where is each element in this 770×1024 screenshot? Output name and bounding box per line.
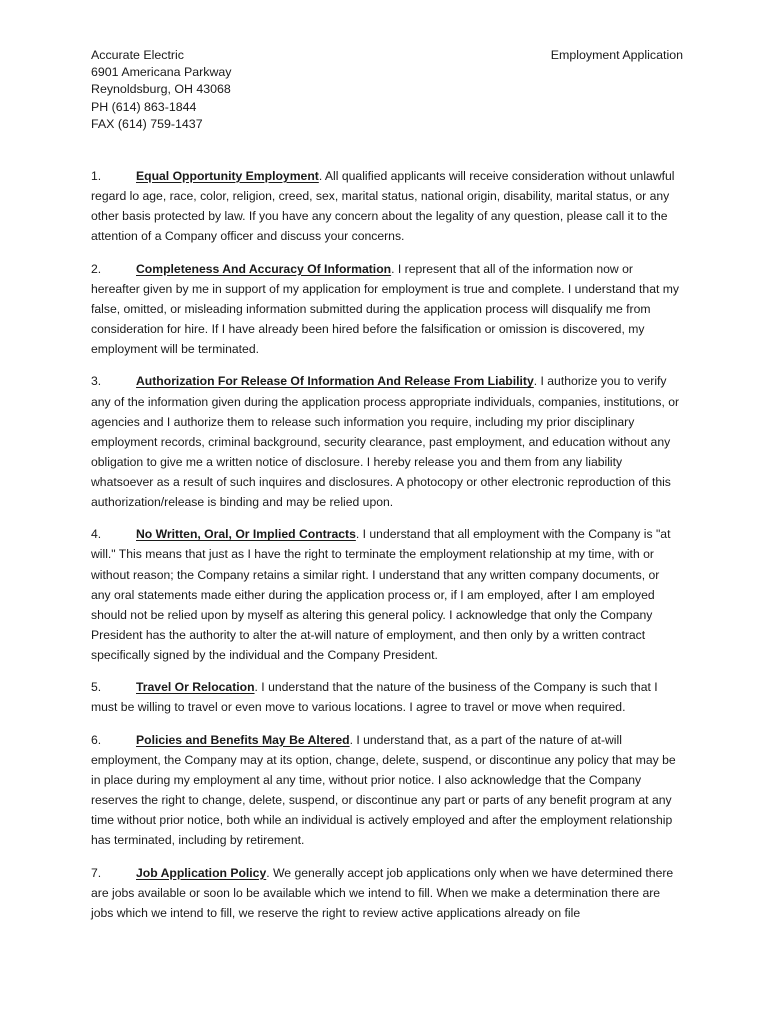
document-page	[91, 47, 681, 935]
city-state-zip: Reynoldsburg, OH 43068	[91, 82, 231, 97]
section-heading: Completeness And Accuracy Of Information	[136, 261, 392, 276]
section-heading: No Written, Oral, Or Implied Contracts	[136, 527, 356, 542]
company-name: Accurate Electric	[91, 48, 184, 62]
term-section-3	[91, 371, 681, 512]
term-section-7	[91, 863, 681, 923]
letterhead	[91, 47, 681, 139]
section-body: . I authorize you to verify any of the information given during the application process appropriate individuals, companies, institutions, or agencies and I authorize them to release such information you require, including my prior disciplinary employment records, criminal background, security clearance, past employment, and education without any obligation to give me a written notice of disclosure. I hereby release you and them from any liability whatsoever as a result of such inquires and disclosures. A photocopy or other electronic reproduction of this authorization/release is binding and may be relied upon.	[91, 374, 680, 509]
term-section-6	[91, 730, 681, 851]
section-number: 1.	[91, 169, 102, 183]
fax-number: FAX (614) 759-1437	[91, 116, 203, 131]
section-heading: Policies and Benefits May Be Altered	[136, 732, 350, 747]
term-section-2	[91, 259, 681, 359]
section-number: 2.	[91, 261, 102, 276]
term-section-4	[91, 524, 681, 665]
section-number: 6.	[91, 732, 102, 747]
phone-number: PH (614) 863-1844	[91, 99, 197, 114]
section-number: 4.	[91, 527, 102, 542]
section-number: 7.	[91, 865, 102, 880]
section-body: . I represent that all of the information now or hereafter given by me in support of my application for employment is true and complete. I understand that my false, omitted, or misleading information submitted during the application process will disqualify me from consideration for hire. If I have already been hired before the falsification or omission is discovered, my employment will be terminated.	[91, 261, 680, 357]
document-title: Employment Application	[550, 48, 683, 62]
section-number: 5.	[91, 680, 102, 695]
term-section-1	[91, 166, 681, 246]
section-heading: Job Application Policy	[136, 865, 267, 880]
terms-list	[91, 166, 681, 923]
section-number: 3.	[91, 374, 102, 389]
section-heading: Authorization For Release Of Information And Release From Liability	[136, 374, 534, 389]
section-body: . I understand that, as a part of the nature of at-will employment, the Company may at its option, change, delete, suspend, or discontinue any policy that may be in place during my employment al any time, without prior notice. I also acknowledge that the Company reserves the right to change, delete, suspend, or discontinue any part or parts of any benefit program at any time without prior notice, both while an individual is actively employed and after the employment relationship has terminated, including by retirement.	[91, 732, 676, 848]
street-address: 6901 Americana Parkway	[91, 65, 232, 80]
term-section-5	[91, 677, 681, 717]
section-heading: Equal Opportunity Employment	[136, 169, 319, 183]
section-heading: Travel Or Relocation	[136, 680, 255, 695]
section-body: . We generally accept job applications only when we have determined there are jobs available or soon lo be available which we intend to fill. When we make a determination there are jobs which we intend to fill, we reserve the right to review active applications already on file	[91, 865, 674, 920]
section-body: . I understand that the nature of the business of the Company is such that I must be willing to travel or even move to various locations. I agree to travel or move when required.	[91, 680, 658, 715]
section-body: . I understand that all employment with the Company is "at will." This means that just as I have the right to terminate the employment relationship at my time, with or without reason; the Company retains a similar right. I understand that any written company documents, or any oral statements made either during the application process or, if I am employed, after I am employed should not be relied upon by myself as altering this general policy. I acknowledge that only the Company President has the authority to alter the at-will nature of employment, and then only by a written contract specifically signed by the individual and the Company President.	[91, 527, 671, 662]
section-body: . All qualified applicants will receive consideration without unlawful regard lo age, race, color, religion, creed, sex, marital status, national origin, disability, marital status, or any other basis protected by law. If you have any concern about the legality of any question, please call it to the attention of a Company officer and discuss your concerns.	[91, 169, 675, 244]
